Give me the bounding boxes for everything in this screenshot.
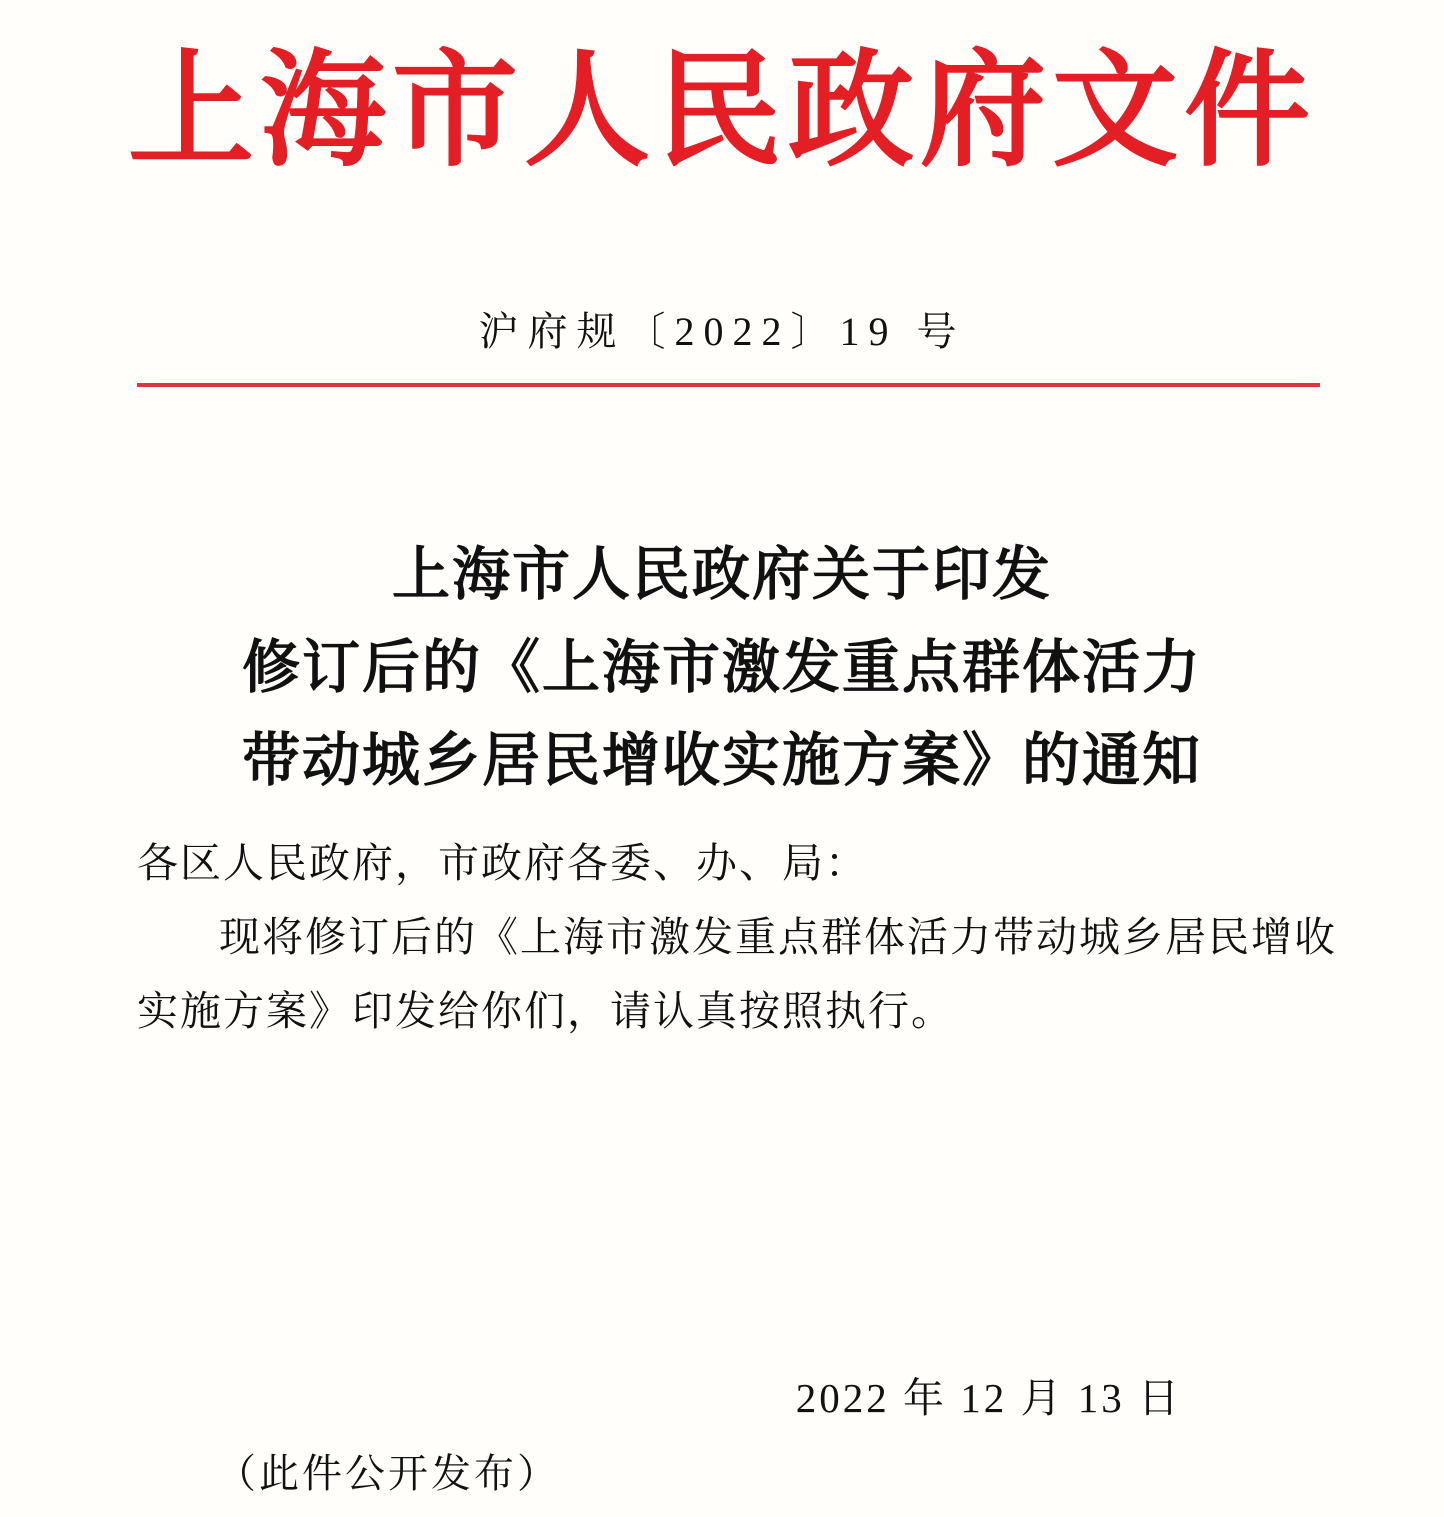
salutation-line: 各区人民政府，市政府各委、办、局： bbox=[137, 840, 868, 886]
body-paragraph-line-2: 实施方案》印发给你们，请认真按照执行。 bbox=[137, 988, 954, 1034]
issue-date: 2022 年 12 月 13 日 bbox=[795, 1375, 1182, 1421]
red-divider-rule bbox=[137, 383, 1320, 387]
notice-title-line-1: 上海市人民政府关于印发 bbox=[391, 542, 1052, 607]
notice-title bbox=[0, 528, 1444, 807]
notice-title-line-3: 带动城乡居民增收实施方案》的通知 bbox=[241, 728, 1202, 793]
notice-body bbox=[137, 826, 1337, 1048]
masthead-title: 上海市人民政府文件 bbox=[128, 43, 1316, 182]
body-paragraph-line-1: 现将修订后的《上海市激发重点群体活力带动城乡居民增收 bbox=[219, 914, 1337, 960]
notice-title-line-2: 修订后的《上海市激发重点群体活力 bbox=[241, 635, 1202, 700]
public-release-note: （此件公开发布） bbox=[216, 1451, 560, 1496]
document-number: 沪府规〔2022〕19 号 bbox=[478, 309, 966, 354]
